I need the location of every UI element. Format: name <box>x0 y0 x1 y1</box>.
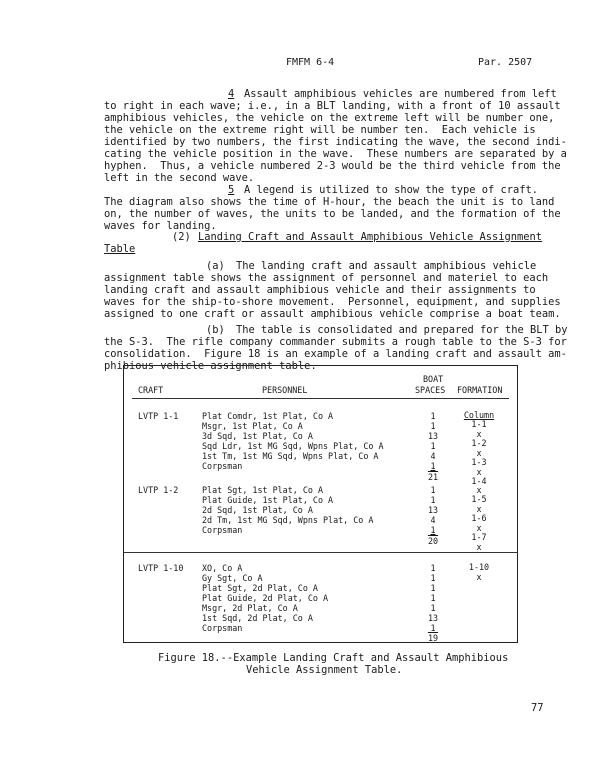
space-total: 19 <box>427 633 439 643</box>
formation-entry: x <box>476 467 482 477</box>
formation-entry: 1-2 <box>471 438 487 448</box>
text-line: to right in each wave; i.e., in a BLT landing, with a front of 10 assault <box>104 100 561 112</box>
formation-entry: x <box>476 448 482 458</box>
text-line: landing craft and assault amphibious vehicle and their assignments to <box>104 284 536 296</box>
formation-entry: x <box>476 429 482 439</box>
header-craft: CRAFT <box>138 385 164 395</box>
space-count: 1 <box>430 485 436 495</box>
text-line: amphibious vehicles, the vehicle on the extreme left will be number one, <box>104 112 555 124</box>
formation-entry: 1-10 <box>468 562 490 572</box>
text-line: Assault amphibious vehicles are numbered from left <box>244 88 557 100</box>
paragraph-reference: Par. 2507 <box>478 57 533 68</box>
text-line: The diagram also shows the time of H-hour, the beach the unit is to land <box>104 196 555 208</box>
page-number: 77 <box>531 702 544 714</box>
formation-entry: x <box>476 485 482 495</box>
formation-entry: Column <box>463 410 495 420</box>
formation-entry: 1-3 <box>471 457 487 467</box>
text-line: identified by two numbers, the first indicating the wave, the second indi- <box>104 136 567 148</box>
paragraph-number: (b) <box>206 324 225 336</box>
craft-label: LVTP 1-2 <box>138 485 179 495</box>
section-title-cont: Table <box>104 243 136 255</box>
text-line: consolidation. Figure 18 is an example of a landing craft and assault am- <box>104 348 567 360</box>
craft-label: LVTP 1-1 <box>138 411 179 421</box>
personnel-entry: Plat Guide, 1st Plat, Co A <box>202 495 334 505</box>
header-personnel: PERSONNEL <box>262 385 308 395</box>
personnel-entry: 2d Tm, 1st MG Sqd, Wpns Plat, Co A <box>202 515 374 525</box>
personnel-entry: 2d Sqd, 1st Plat, Co A <box>202 505 313 515</box>
formation-entry: 1-4 <box>471 476 487 486</box>
craft-label: LVTP 1-10 <box>138 563 184 573</box>
space-count: 13 <box>427 431 439 441</box>
space-count: 1 <box>430 593 436 603</box>
formation-entry: x <box>476 542 482 552</box>
space-count: 1 <box>430 623 436 633</box>
personnel-entry: 3d Sqd, 1st Plat, Co A <box>202 431 313 441</box>
personnel-entry: 1st Sqd, 2d Plat, Co A <box>202 613 313 623</box>
personnel-entry: Sqd Ldr, 1st MG Sqd, Wpns Plat, Co A <box>202 441 384 451</box>
space-count: 13 <box>427 505 439 515</box>
personnel-entry: Plat Sgt, 1st Plat, Co A <box>202 485 324 495</box>
header-formation: FORMATION <box>457 385 503 395</box>
space-count: 4 <box>430 451 436 461</box>
paragraph-number: 4 <box>228 88 235 100</box>
space-count: 4 <box>430 515 436 525</box>
text-line: phibious vehicle assignment table. <box>104 360 317 372</box>
personnel-entry: Plat Sgt, 2d Plat, Co A <box>202 583 318 593</box>
manual-designation: FMFM 6-4 <box>286 57 335 68</box>
text-line: assignment table shows the assignment of personnel and materiel to each <box>104 272 549 284</box>
personnel-entry: Msgr, 1st Plat, Co A <box>202 421 303 431</box>
space-count: 1 <box>430 421 436 431</box>
text-line: waves for landing. <box>104 220 217 232</box>
personnel-entry: Corpsman <box>202 461 243 471</box>
caption-line: Figure 18.--Example Landing Craft and Assault Amphibious <box>158 652 509 664</box>
space-count: 1 <box>430 495 436 505</box>
space-count: 1 <box>430 573 436 583</box>
space-total: 20 <box>427 536 439 546</box>
text-line: on, the number of waves, the units to be landed, and the formation of the <box>104 208 561 220</box>
space-count: 13 <box>427 613 439 623</box>
space-count: 1 <box>430 525 436 535</box>
text-line: the vehicle on the extreme right will be number ten. Each vehicle is <box>104 124 536 136</box>
space-total: 21 <box>427 472 439 482</box>
assignment-table <box>123 365 518 643</box>
section-title: Landing Craft and Assault Amphibious Vehicle Assignment <box>198 231 543 243</box>
personnel-entry: Msgr, 2d Plat, Co A <box>202 603 298 613</box>
header-rule <box>132 398 509 399</box>
paragraph-number: (a) <box>206 260 225 272</box>
header-boat: BOAT <box>423 374 444 384</box>
personnel-entry: Plat Guide, 2d Plat, Co A <box>202 593 329 603</box>
personnel-entry: Corpsman <box>202 525 243 535</box>
space-count: 1 <box>430 603 436 613</box>
formation-entry: x <box>476 504 482 514</box>
text-line: left in the second wave. <box>104 172 255 184</box>
space-count: 1 <box>430 461 436 471</box>
formation-entry: 1-1 <box>471 419 487 429</box>
formation-entry: x <box>476 572 482 582</box>
text-line: cating the vehicle position in the wave. These numbers are separated by a <box>104 148 567 160</box>
text-line: The table is consolidated and prepared for the BLT by <box>236 324 568 336</box>
group-divider <box>124 552 517 553</box>
text-line: assigned to one craft or assault amphibious vehicle comprise a boat team. <box>104 308 561 320</box>
paragraph-number: 5 <box>228 184 235 196</box>
personnel-entry: 1st Tm, 1st MG Sqd, Wpns Plat, Co A <box>202 451 379 461</box>
formation-entry: 1-5 <box>471 494 487 504</box>
text-line: The landing craft and assault amphibious vehicle <box>236 260 537 272</box>
formation-entry: x <box>476 523 482 533</box>
text-line: the S-3. The rifle company commander submits a rough table to the S-3 for <box>104 336 567 348</box>
text-line: waves for the ship-to-shore movement. Personnel, equipment, and supplies <box>104 296 561 308</box>
space-count: 1 <box>430 563 436 573</box>
personnel-entry: Gy Sgt, Co A <box>202 573 263 583</box>
formation-entry: 1-7 <box>471 532 487 542</box>
formation-entry: 1-6 <box>471 513 487 523</box>
space-count: 1 <box>430 583 436 593</box>
personnel-entry: Plat Comdr, 1st Plat, Co A <box>202 411 334 421</box>
personnel-entry: XO, Co A <box>202 563 243 573</box>
space-count: 1 <box>430 441 436 451</box>
personnel-entry: Corpsman <box>202 623 243 633</box>
space-count: 1 <box>430 411 436 421</box>
caption-line: Vehicle Assignment Table. <box>246 664 403 676</box>
header-spaces: SPACES <box>415 385 446 395</box>
text-line: hyphen. Thus, a vehicle numbered 2-3 would be the third vehicle from the <box>104 160 561 172</box>
text-line: A legend is utilized to show the type of craft. <box>244 184 539 196</box>
section-number: (2) <box>172 231 191 243</box>
